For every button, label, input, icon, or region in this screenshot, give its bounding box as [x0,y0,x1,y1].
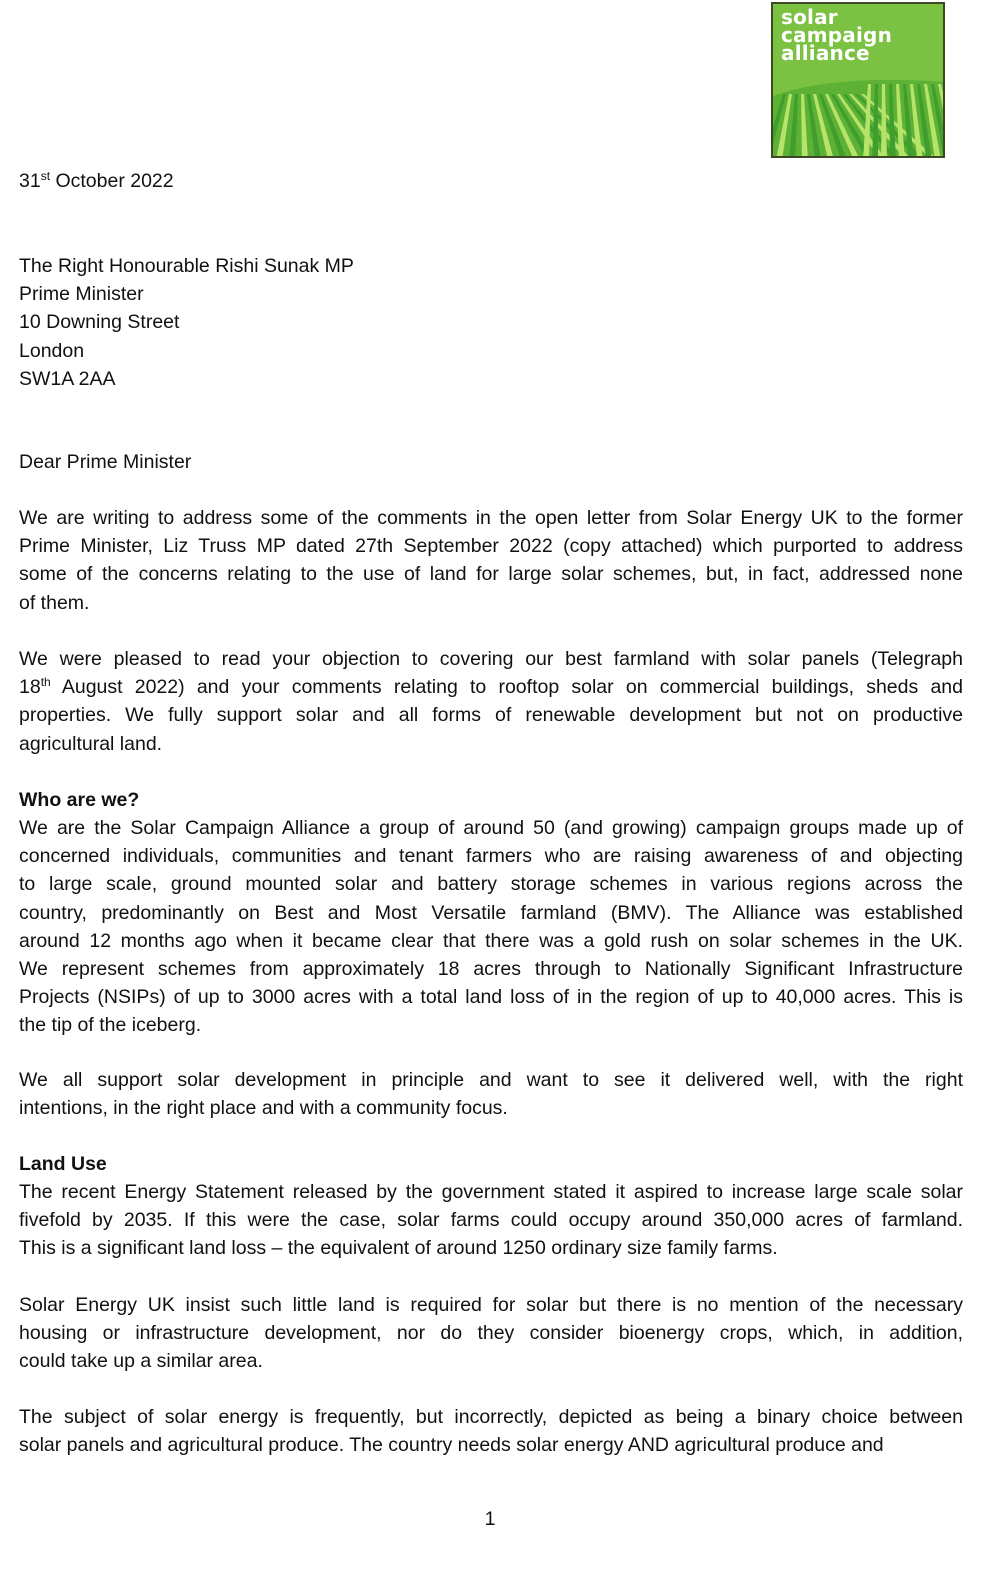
text-line: We are writing to address some of the comments in the open letter from Solar Energy UK to the former [19,507,963,529]
text-line: The subject of solar energy is frequently, but incorrectly, depicted as being a binary choice between [19,1406,963,1428]
text-line: Prime Minister, Liz Truss MP dated 27th September 2022 (copy attached) which purported to address [19,535,963,558]
text-line: We all support solar development in principle and want to see it delivered well, with the right [19,1069,963,1091]
text-line: could take up a similar area. [19,1350,263,1373]
logo-line-alliance: alliance [781,41,870,65]
paragraph-binary-choice [19,1403,963,1459]
page-number: 1 [484,1508,496,1530]
address-line: 10 Downing Street [19,311,180,334]
text-line: of them. [19,591,90,614]
text-line: agricultural land. [19,732,163,755]
solar-campaign-alliance-logo [771,2,945,158]
text-line: We represent schemes from approximately 18 acres through to Nationally Significant Infrastructure [19,958,963,981]
text-line: Solar Energy UK insist such little land is required for solar but there is no mention of the necessary [19,1294,963,1316]
text-line: 18th August 2022) and your comments relating to rooftop solar on commercial buildings, sheds and [19,675,963,699]
text-line: country, predominantly on Best and Most Versatile farmland (BMV). The Alliance was established [19,901,963,924]
text-line: We were pleased to read your objection to covering our best farmland with solar panels (Telegraph [19,648,963,670]
logo-line-solar: solar [781,5,838,29]
text-line: properties. We fully support solar and all forms of renewable development but not on productive [19,704,963,727]
letter-date: 31st October 2022 [19,169,174,192]
paragraph-intro [19,504,963,617]
address-line: Prime Minister [19,283,144,306]
text-line: fivefold by 2035. If this were the case, solar farms could occupy around 350,000 acres of farmland. [19,1209,963,1232]
address-line: The Right Honourable Rishi Sunak MP [19,255,354,277]
paragraph-who-are-we [19,814,963,1040]
text-line: Projects (NSIPs) of up to 3000 acres with a total land loss of in the region of up to 40,000 acres. This is [19,986,963,1009]
heading-who-are-we: Who are we? [19,789,140,811]
logo-line-campaign: campaign [781,23,893,47]
text-line: solar panels and agricultural produce. The country needs solar energy AND agricultural produce and [19,1434,884,1457]
address-line: SW1A 2AA [19,367,116,390]
text-line: the tip of the iceberg. [19,1014,202,1037]
text-line: intentions, in the right place and with a community focus. [19,1097,508,1120]
text-line: The recent Energy Statement released by the government stated it aspired to increase large scale solar [19,1181,963,1203]
heading-land-use: Land Use [19,1153,107,1175]
text-line: This is a significant land loss – the equivalent of around 1250 ordinary size family farms. [19,1237,778,1260]
text-line: We are the Solar Campaign Alliance a group of around 50 (and growing) campaign groups made up of [19,817,963,839]
paragraph-solar-energy-uk [19,1291,963,1376]
text-line: to large scale, ground mounted solar and battery storage schemes in various regions across the [19,873,963,896]
recipient-address [19,252,963,393]
text-line: concerned individuals, communities and tenant farmers who are raising awareness of and objecting [19,845,963,868]
paragraph-support [19,1066,963,1122]
paragraph-objection [19,645,963,758]
text-line: around 12 months ago when it became clear that there was a gold rush on solar schemes in the UK. [19,929,963,952]
paragraph-land-use [19,1178,963,1263]
logo-wordmark [781,5,893,65]
salutation: Dear Prime Minister [19,451,192,473]
text-line: some of the concerns relating to the use of land for large solar schemes, but, in fact, addressed none [19,563,963,586]
text-line: housing or infrastructure development, nor do they consider bioenergy crops, which, in addition, [19,1322,963,1345]
address-line: London [19,339,85,362]
